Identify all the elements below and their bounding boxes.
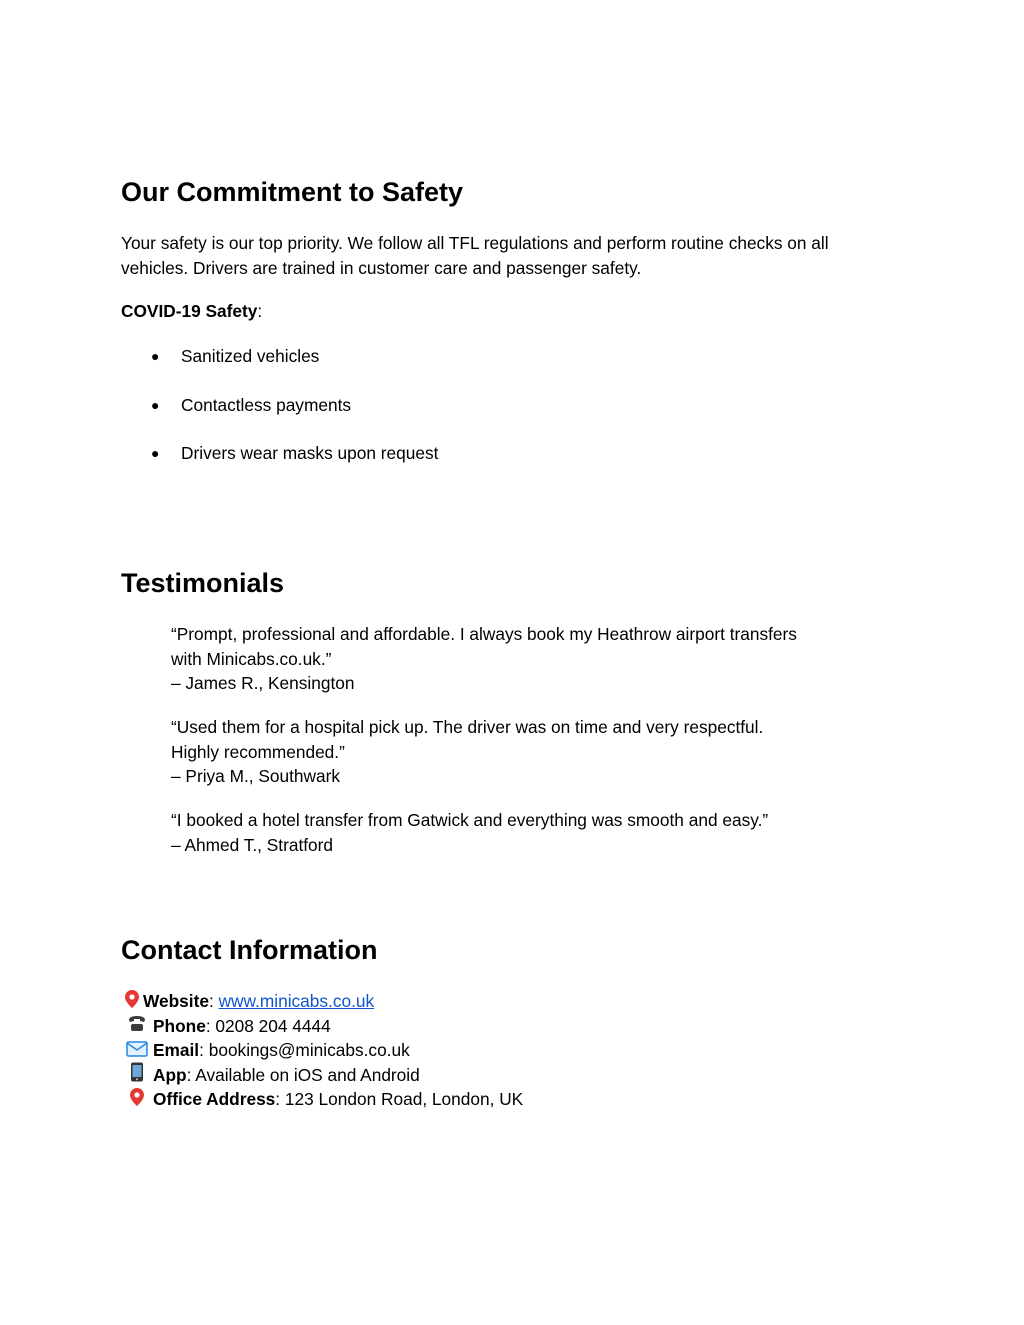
contact-address-label: Office Address bbox=[153, 1089, 276, 1109]
testimonial-text-line-1: “I booked a hotel transfer from Gatwick and everything was smooth and easy.” bbox=[171, 810, 769, 830]
contact-app-label: App bbox=[153, 1065, 187, 1085]
contact-separator: : bbox=[205, 1016, 216, 1036]
contact-phone-row bbox=[121, 1014, 331, 1041]
contact-email-row bbox=[121, 1038, 410, 1065]
testimonial-text-line-1: “Used them for a hospital pick up. The driver was on time and very respectful. bbox=[171, 717, 764, 737]
list-item bbox=[151, 441, 438, 465]
covid-label-colon: : bbox=[257, 301, 263, 321]
mobile-phone-icon bbox=[121, 1062, 153, 1090]
contact-phone-label: Phone bbox=[153, 1016, 206, 1036]
contact-website-label: Website bbox=[143, 991, 209, 1011]
bullet-text: Contactless payments bbox=[181, 395, 352, 415]
testimonial bbox=[171, 715, 871, 789]
bullet-text: Sanitized vehicles bbox=[181, 346, 320, 366]
covid-label-line bbox=[121, 299, 911, 324]
contact-email-label: Email bbox=[153, 1040, 200, 1060]
contact-address-value: 123 London Road, London, UK bbox=[284, 1089, 524, 1109]
testimonial-text-line-2: with Minicabs.co.uk.” bbox=[171, 648, 332, 669]
contact-separator: : bbox=[199, 1040, 209, 1060]
contact-phone-value: 0208 204 4444 bbox=[215, 1016, 331, 1036]
contact-app-row bbox=[121, 1062, 420, 1090]
safety-heading: Our Commitment to Safety bbox=[121, 177, 464, 207]
list-item bbox=[151, 393, 351, 417]
testimonial bbox=[171, 808, 871, 857]
safety-intro-line-2: vehicles. Drivers are trained in customer care and passenger safety. bbox=[121, 257, 642, 278]
bullet-icon: ● bbox=[151, 348, 160, 364]
contact-separator: : bbox=[186, 1065, 196, 1085]
testimonials-heading: Testimonials bbox=[121, 568, 285, 598]
testimonial-text-line-2: Highly recommended.” bbox=[171, 741, 345, 762]
safety-intro bbox=[121, 231, 911, 280]
website-link[interactable]: www.minicabs.co.uk bbox=[218, 991, 375, 1011]
testimonial bbox=[171, 622, 871, 696]
contact-separator: : bbox=[208, 991, 219, 1011]
pin-icon bbox=[121, 990, 143, 1016]
contact-address-row bbox=[121, 1087, 523, 1114]
email-icon bbox=[121, 1040, 153, 1065]
bullet-icon: ● bbox=[151, 397, 160, 413]
testimonial-text-line-1: “Prompt, professional and affordable. I always book my Heathrow airport transfers bbox=[171, 624, 797, 644]
contact-heading: Contact Information bbox=[121, 935, 378, 965]
contact-separator: : bbox=[275, 1089, 285, 1109]
bullet-text: Drivers wear masks upon request bbox=[181, 443, 439, 463]
bullet-icon: ● bbox=[151, 445, 160, 461]
contact-app-value: Available on iOS and Android bbox=[195, 1065, 420, 1085]
phone-icon bbox=[121, 1015, 153, 1041]
safety-intro-line-1: Your safety is our top priority. We follow all TFL regulations and perform routine checks on all bbox=[121, 233, 829, 253]
covid-label: COVID-19 Safety bbox=[121, 301, 258, 321]
testimonial-author: – Priya M., Southwark bbox=[171, 766, 341, 786]
contact-website-row bbox=[121, 989, 374, 1016]
pin-icon bbox=[121, 1088, 153, 1114]
list-item bbox=[151, 344, 319, 368]
testimonial-author: – James R., Kensington bbox=[171, 673, 355, 693]
testimonial-author: – Ahmed T., Stratford bbox=[171, 834, 334, 855]
contact-email-value: bookings@minicabs.co.uk bbox=[208, 1040, 410, 1060]
